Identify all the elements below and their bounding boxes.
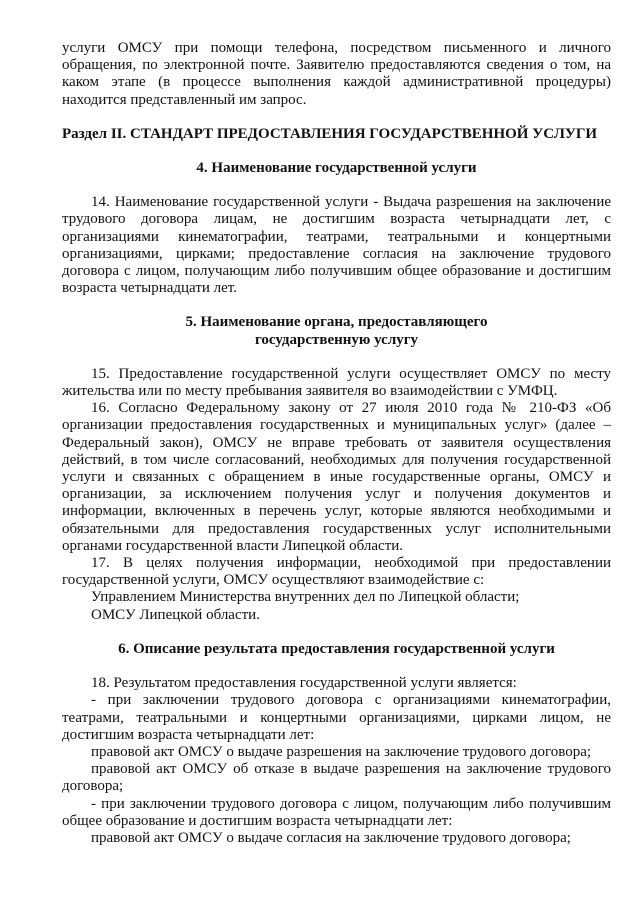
paragraph-18-a: - при заключении трудового договора с организациями кинематографии, театрами, театральными и концертными организациями, цирками лицом, не достигшим возраста четырнадцати лет:: [62, 692, 611, 743]
paragraph-15: 15. Предоставление государственной услуги осуществляет ОМСУ по месту жительства или по месту пребывания заявителя во взаимодействии с УМФЦ.: [62, 365, 611, 400]
paragraph-16: 16. Согласно Федеральному закону от 27 июля 2010 года № 210-ФЗ «Об организации предоставления государственных и муниципальных услуг» (далее – Федеральный закон), ОМСУ не вправе требовать от заявителя осуществления действий, в том числе согласований, необходимых для получения государственной услуги и связанных с обращением в иные государственные органы, ОМСУ и организации, за исключением получения услуг и получения документов и информации, включенных в перечень услуг, которые являются необходимыми и обязательными для предоставления государственных услуг исполнительными органами государственной власти Липецкой области.: [62, 400, 611, 554]
intro-paragraph: услуги ОМСУ при помощи телефона, посредством письменного и личного обращения, по электронной почте. Заявителю предоставляются сведения о том, на каком этапе (в процессе выполнения каждой административной процедуры) находится представленный им запрос.: [62, 40, 611, 108]
paragraph-17-item-1: Управлением Министерства внутренних дел по Липецкой области;: [91, 589, 520, 606]
paragraph-18: 18. Результатом предоставления государственной услуги является:: [91, 675, 517, 692]
paragraph-18-b: - при заключении трудового договора с лицом, получающим либо получившим общее образование и достигшим возраста четырнадцати лет:: [62, 795, 611, 829]
heading-5-line-2: государственную услугу: [254, 331, 419, 348]
heading-5-line-1: 5. Наименование органа, предоставляющего: [185, 314, 488, 331]
paragraph-18-a-2: правовой акт ОМСУ об отказе в выдаче разрешения на заключение трудового договора;: [62, 761, 611, 795]
paragraph-14: 14. Наименование государственной услуги - Выдача разрешения на заключение трудового договора лицам, не достигшим возраста четырнадцати лет, с организациями кинематографии, театрами, театральными и концертными организациями, цирками; предоставление согласия на заключение трудового договора с лицом, получающим либо получившим общее образование и достигшим возраста четырнадцати лет.: [62, 194, 611, 297]
paragraph-17-item-2: ОМСУ Липецкой области.: [91, 606, 260, 623]
heading-4: 4. Наименование государственной услуги: [196, 160, 477, 177]
heading-6: 6. Описание результата предоставления государственной услуги: [118, 640, 555, 657]
paragraph-17: 17. В целях получения информации, необходимой при предоставлении государственной услуги, ОМСУ осуществляют взаимодействие с:: [62, 555, 611, 589]
section-2-title: Раздел II. СТАНДАРТ ПРЕДОСТАВЛЕНИЯ ГОСУДАРСТВЕННОЙ УСЛУГИ: [62, 125, 598, 142]
paragraph-18-b-1: правовой акт ОМСУ о выдаче согласия на заключение трудового договора;: [91, 829, 571, 846]
paragraph-18-a-1: правовой акт ОМСУ о выдаче разрешения на заключение трудового договора;: [91, 743, 592, 760]
